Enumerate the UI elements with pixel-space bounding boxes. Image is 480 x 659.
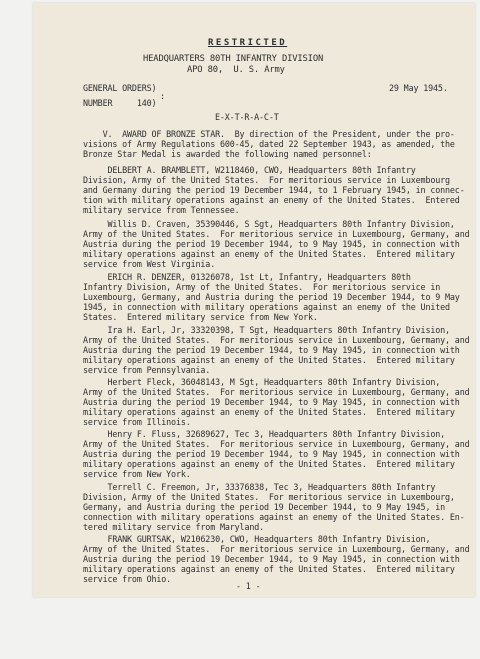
award-line: Austria during the period 19 December 1944, to 9 May 1945, in connection with [83, 449, 460, 459]
award-line: 1945, in connection with military operations against an enemy of the United [83, 302, 450, 312]
award-line: service from Ohio. [83, 574, 172, 584]
award-entry-denzer [83, 272, 471, 322]
order-date: 29 May 1945. [389, 83, 448, 93]
award-line: Herbert Fleck, 36048143, M Sgt, Headquarters 80th Infantry Division, [83, 377, 441, 387]
award-entry-gurtsak [83, 534, 471, 584]
classification-marking: RESTRICTED [208, 38, 288, 48]
orders-bracket: : [160, 91, 165, 101]
general-orders-label: GENERAL ORDERS) [83, 83, 157, 93]
award-line: military operations against an enemy of the United States. Entered military [83, 407, 455, 417]
orders-number: NUMBER 140) [83, 98, 157, 108]
award-line: Army of the United States. For meritorious service in Luxembourg, Germany, and [83, 544, 470, 554]
extract-heading: E-X-T-R-A-C-T [215, 112, 279, 122]
section-v-line: visions of Army Regulations 600-45, dated 22 September 1943, as amended, the [83, 139, 455, 149]
award-line: and Germany during the period 19 December 1944, to 1 February 1945, in connec- [83, 185, 465, 195]
award-line: military operations against an enemy of the United States. Entered military [83, 564, 455, 574]
page-number: - 1 - [236, 581, 261, 591]
award-line: Army of the United States. For meritorious service in Luxembourg, Germany, and [83, 335, 470, 345]
award-entry-fleck [83, 377, 471, 427]
award-line: military operations against an enemy of the United States. Entered military [83, 459, 455, 469]
award-line: Army of the United States. For meritorious service in Luxembourg, Germany, and [83, 229, 470, 239]
award-entry-earl [83, 325, 471, 375]
award-line: ERICH R. DENZER, 01326078, 1st Lt, Infantry, Headquarters 80th [83, 272, 411, 282]
award-line: Terrell C. Freemon, Jr, 33376838, Tec 3, Headquarters 80th Infantry [83, 482, 436, 492]
award-line: Austria during the period 19 December 1944, to 9 May 1945, in connection with [83, 397, 460, 407]
section-v-paragraph [83, 129, 471, 159]
award-line: Ira H. Earl, Jr, 33320398, T Sgt, Headquarters 80th Infantry Division, [83, 325, 450, 335]
award-line: Henry F. Fluss, 32689627, Tec 3, Headquarters 80th Infantry Division, [83, 429, 446, 439]
award-line: connection with military operations against an enemy of the United States. En- [83, 512, 465, 522]
award-line: Austria during the period 19 December 1944, to 9 May 1945, in connection with [83, 554, 460, 564]
award-line: Luxembourg, Germany, and Austria during the period 19 December 1944, to 9 May [83, 292, 460, 302]
award-line: service from New York. [83, 469, 191, 479]
award-line: military operations against an enemy of the United States. Entered military [83, 249, 455, 259]
award-line: Willis D. Craven, 35390446, S Sgt, Headquarters 80th Infantry Division, [83, 219, 455, 229]
award-line: military service from Tennessee. [83, 205, 240, 215]
unit-heading: HEADQUARTERS 80TH INFANTRY DIVISION [143, 54, 324, 64]
award-entry-bramblett [83, 165, 471, 215]
award-line: Division, Army of the United States. For meritorious service in Luxembourg [83, 175, 450, 185]
award-line: Army of the United States. For meritorious service in Luxembourg, Germany, and [83, 439, 470, 449]
award-line: tion with military operations against an enemy of the United States. Entered [83, 195, 460, 205]
award-line: tered military service from Maryland. [83, 522, 265, 532]
award-entry-freemon [83, 482, 471, 532]
apo-line: APO 80, U. S. Army [187, 65, 285, 75]
award-entry-craven [83, 219, 471, 269]
award-line: service from West Virginia. [83, 259, 216, 269]
section-v-line: V. AWARD OF BRONZE STAR. By direction of the President, under the pro- [83, 129, 455, 139]
award-line: service from Illinois. [83, 417, 191, 427]
award-line: Infantry Division, Army of the United States. For meritorious service in [83, 282, 441, 292]
award-line: Austria during the period 19 December 1944, to 9 May 1945, in connection with [83, 345, 460, 355]
award-entry-fluss [83, 429, 471, 479]
award-line: DELBERT A. BRAMBLETT, W2118460, CWO, Headquarters 80th Infantry [83, 165, 416, 175]
award-line: States. Entered military service from New York. [83, 312, 318, 322]
award-line: Division, Army of the United States. For meritorious service in Luxembourg, [83, 492, 455, 502]
award-line: Germany, and Austria during the period 19 December 1944, to 9 May 1945, in [83, 502, 446, 512]
award-line: military operations against an enemy of the United States. Entered military [83, 355, 455, 365]
award-line: FRANK GURTSAK, W2106230, CWO, Headquarters 80th Infantry Division, [83, 534, 431, 544]
award-line: Austria during the period 19 December 1944, to 9 May 1945, in connection with [83, 239, 460, 249]
section-v-line: Bronze Star Medal is awarded the following named personnel: [83, 149, 372, 159]
award-line: service from Pennsylvania. [83, 365, 211, 375]
award-line: Army of the United States. For meritorious service in Luxembourg, Germany, and [83, 387, 470, 397]
